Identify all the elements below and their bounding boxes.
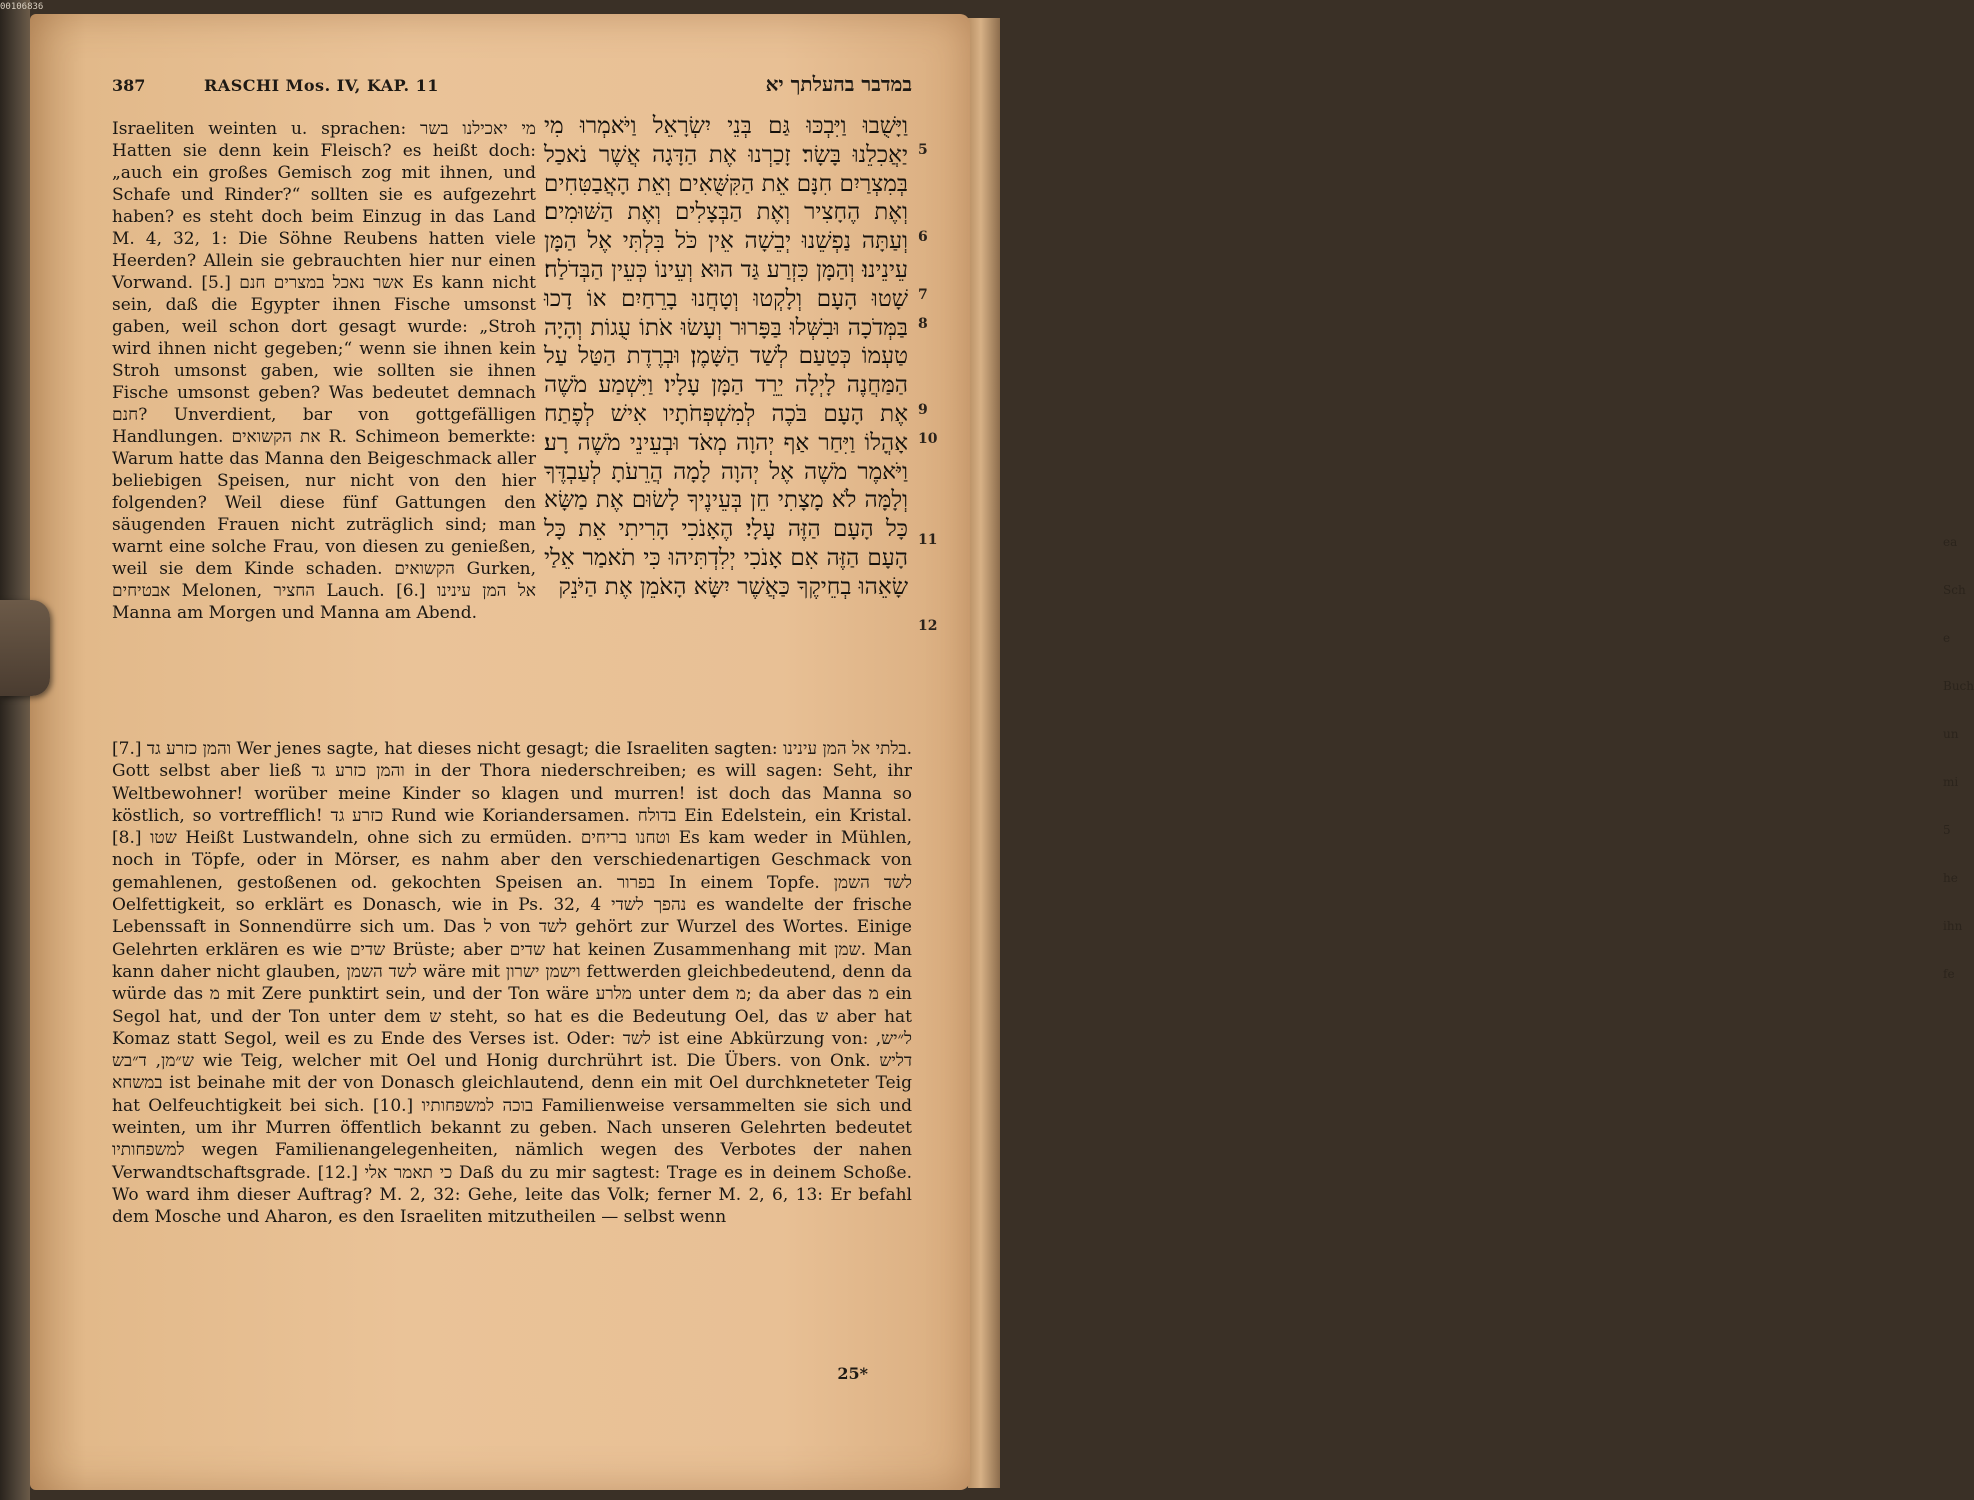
verse-number: 9 — [918, 402, 928, 418]
fragment: ea — [1943, 535, 1958, 549]
fragment: e — [1943, 631, 1951, 645]
running-title: RASCHI Mos. IV, KAP. 11 — [204, 76, 439, 95]
hebrew-text-column — [544, 112, 908, 602]
full-width-commentary — [112, 738, 912, 1229]
fragment: Sch — [1943, 583, 1966, 597]
next-page-fragments — [1943, 518, 1974, 998]
verse-number: 10 — [918, 431, 938, 447]
book-spine-edge — [0, 0, 44, 1500]
page-header — [112, 72, 912, 106]
hebrew-running-title: במדבר בהעלתך יא — [765, 72, 912, 96]
fragment: Buch — [1943, 679, 1974, 693]
verse-number: 11 — [918, 532, 938, 548]
verse-number: 8 — [918, 316, 928, 332]
verse-number: 7 — [918, 287, 928, 303]
scan-id-label: 00106836 — [0, 2, 44, 12]
next-page-edge — [968, 18, 1974, 1488]
signature-mark: 25* — [837, 1364, 868, 1383]
commentary-text: Israeliten weinten u. sprachen: מי יאכילנו בשר Hatten sie denn kein Fleisch? es heißt doch: „auch ein großes Gemisch zog mit ihnen, und Schafe und Rinder?“ sollten sie es aufgezehrt haben? es steht doch beim Einzug in das Land M. 4, 32, 1: Die Söhne Reubens hatten viele Heerden? Allein sie gebrauchten hier nur einen Vorwand. [5.] אשר נאכל במצרים חנם Es kann nicht sein, daß die Egypter ihnen Fische umsonst gaben, weil schon dort gesagt wurde: „Stroh wird ihnen nicht gegeben;“ wenn sie ihnen kein Stroh umsonst gaben, wie sollten sie ihnen Fische umsonst geben? Was bedeutet demnach חנם? Unverdient, bar von gottgefälligen Handlungen. את הקשואים R. Schimeon bemerkte: Warum hatte das Manna den Beigeschmack aller beliebigen Speisen, nur nicht von den hier folgenden? Weil diese fünf Gattungen den säugenden Frauen nicht zuträglich sind; man warnt eine solche Frau, von diesen zu genießen, weil sie dem Kinde schaden. הקשואים Gurken, אבטיחים Melonen, החציר Lauch. [6.] אל המן עינינו Manna am Morgen und Manna am Abend. — [112, 119, 536, 623]
full-width-text: [7.] והמן כזרע גד Wer jenes sagte, hat dieses nicht gesagt; die Israeliten sagten: בלתי אל המן עינינו. Gott selbst aber ließ והמן כזרע גד in der Thora niederschreiben; es will sagen: Seht, ihr Weltbewohner! worüber meine Kinder so klagen und murren! ist doch das Manna so köstlich, so vortrefflich! כזרע גד Rund wie Koriandersamen. בדולח Ein Edelstein, ein Kristal. [8.] שטו Heißt Lustwandeln, ohne sich zu ermüden. וטחנו בריחים Es kam weder in Mühlen, noch in Töpfe, oder in Mörser, es nahm aber den verschiedenartigen Geschmack von gemahlenen, gestoßenen od. gekochten Speisen an. בפרור In einem Topfe. לשד השמן Oelfettigkeit, so erklärt es Donasch, wie in Ps. 32, 4 נהפך לשדי es wandelte der frische Lebenssaft in Sonnendürre sich um. Das ל von לשד gehört zur Wurzel des Wortes. Einige Gelehrten erklären es wie שדים Brüste; aber שדים hat keinen Zusammenhang mit שמן. Man kann daher nicht glauben, לשד השמן wäre mit וישמן ישרון fettwerden gleichbedeutend, denn da würde das מ mit Zere punktirt sein, und der Ton wäre מלרע unter dem מ; da aber das מ ein Segol hat, und der Ton unter dem ש steht, so hat es die Bedeutung Oel, das ש aber hat Komaz statt Segol, weil es zu Ende des Verses ist. Oder: לשד ist eine Abkürzung von: ל״יש, ש״מן, ד״בש wie Teig, welcher mit Oel und Honig durchrührt ist. Die Übers. von Onk. דליש במשחא ist beinahe mit der von Donasch gleichlautend, denn ein mit Oel durchkneteter Teig hat Oelfeuchtigkeit bei sich. [10.] בוכה למשפחותיו Familienweise versammelten sie sich und weinten, um ihr Murren öffentlich bekannt zu geben. Nach unseren Gelehrten bedeutet למשפחותיו wegen Familienangelegenheiten, nämlich wegen des Verbotes der nahen Verwandtschaftsgrade. [12.] כי תאמר אלי Daß du zu mir sagtest: Trage es in deinem Schoße. Wo ward ihm dieser Auftrag? M. 2, 32: Gehe, leite das Volk; ferner M. 2, 6, 13: Er befahl dem Mosche und Aharon, es den Israeliten mitzutheilen — selbst wenn — [112, 739, 913, 1228]
commentary-column — [112, 118, 536, 624]
verse-number: 12 — [918, 618, 938, 634]
fragment: 5 — [1943, 823, 1951, 837]
fragment: he — [1943, 871, 1958, 885]
verse-number: 5 — [918, 142, 928, 158]
book-clasp — [0, 600, 50, 696]
fragment: fe — [1943, 967, 1955, 981]
fragment: un — [1943, 727, 1959, 741]
fragment: mi — [1943, 775, 1959, 789]
verse-number: 6 — [918, 229, 928, 245]
fragment: ihn — [1943, 919, 1963, 933]
verse-numbers — [918, 112, 948, 672]
page-number: 387 — [112, 76, 146, 95]
hebrew-text: וַיָּשֻׁבוּ וַיִּבְכּוּ גַּם בְּנֵי יִשְׂרָאֵל וַיֹּאמְרוּ מִי יַאֲכִלֵנוּ בָּשָׂר׃ זָכַרְנוּ אֶת הַדָּגָה אֲשֶׁר נֹאכַל בְּמִצְרַיִם חִנָּם אֵת הַקִּשֻּׁאִים וְאֵת הָאֲבַטִּחִים וְאֶת הֶחָצִיר וְאֶת הַבְּצָלִים וְאֶת הַשּׁוּמִים׃ וְעַתָּה נַפְשֵׁנוּ יְבֵשָׁה אֵין כֹּל בִּלְתִּי אֶל הַמָּן עֵינֵינוּ׃ וְהַמָּן כִּזְרַע גַּד הוּא וְעֵינוֹ כְּעֵין הַבְּדֹלַח׃ שָׁטוּ הָעָם וְלָקְטוּ וְטָחֲנוּ בָרֵחַיִם אוֹ דָכוּ בַּמְּדֹכָה וּבִשְּׁלוּ בַּפָּרוּר וְעָשׂוּ אֹתוֹ עֻגוֹת וְהָיָה טַעְמוֹ כְּטַעַם לְשַׁד הַשָּׁמֶן׃ וּבְרֶדֶת הַטַּל עַל הַמַּחֲנֶה לָיְלָה יֵרֵד הַמָּן עָלָיו׃ וַיִּשְׁמַע מֹשֶׁה אֶת הָעָם בֹּכֶה לְמִשְׁפְּחֹתָיו אִישׁ לְפֶתַח אָהֳלוֹ וַיִּחַר אַף יְהוָה מְאֹד וּבְעֵינֵי מֹשֶׁה רָע׃ וַיֹּאמֶר מֹשֶׁה אֶל יְהוָה לָמָה הֲרֵעֹתָ לְעַבְדֶּךָ וְלָמָּה לֹא מָצָתִי חֵן בְּעֵינֶיךָ לָשׂוּם אֶת מַשָּׂא כָּל הָעָם הַזֶּה עָלָי׃ הֶאָנֹכִי הָרִיתִי אֵת כָּל הָעָם הַזֶּה אִם אָנֹכִי יְלִדְתִּיהוּ כִּי תֹאמַר אֵלַי שָׂאֵהוּ בְחֵיקֶךָ כַּאֲשֶׁר יִשָּׂא הָאֹמֵן אֶת הַיֹּנֵק — [543, 113, 908, 600]
